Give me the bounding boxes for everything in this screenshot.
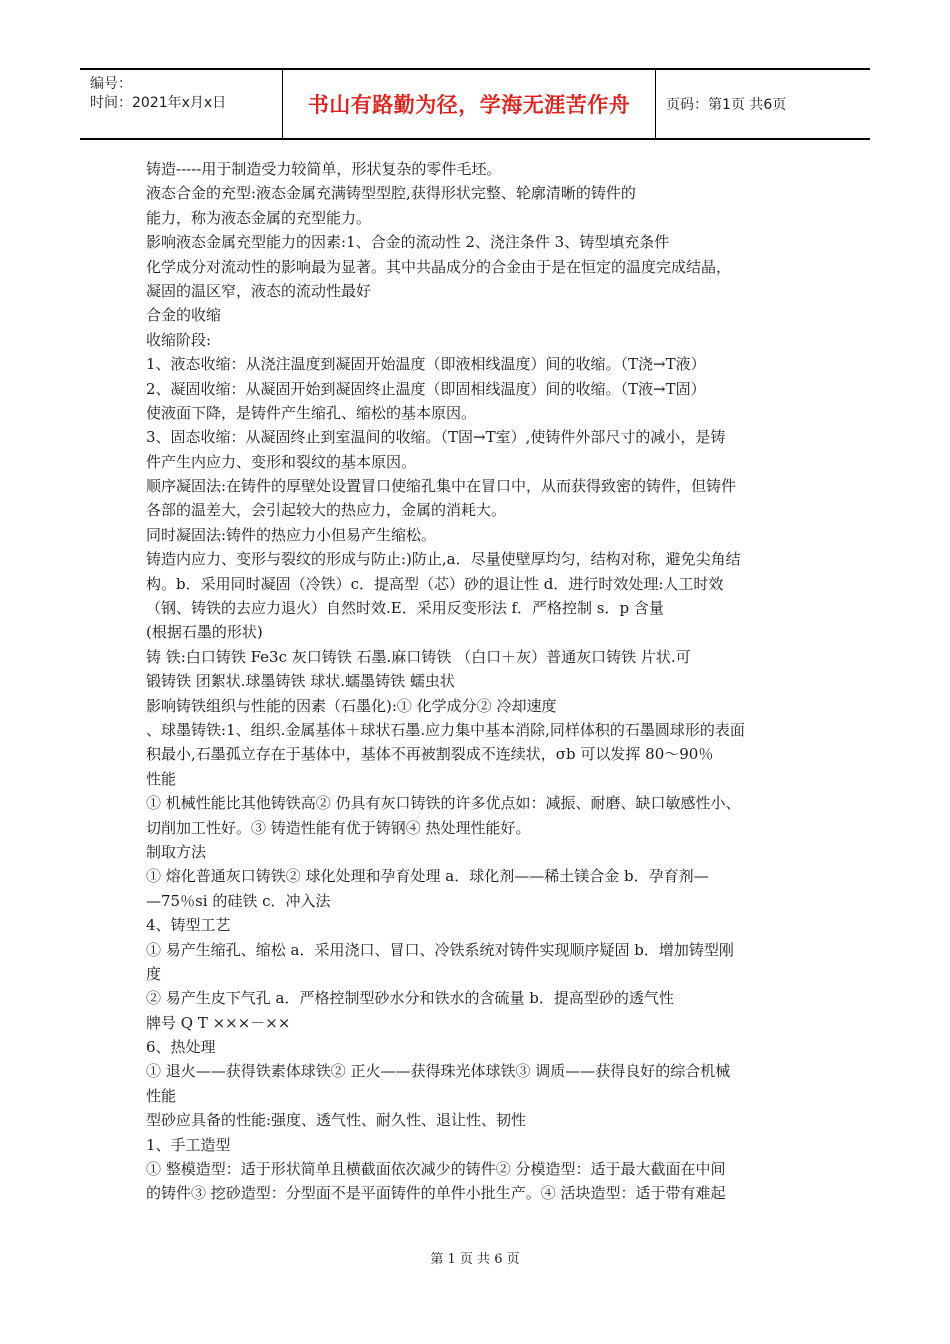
document-body [146, 157, 822, 1206]
text-line: ① 机械性能比其他铸铁高② 仍具有灰口铸铁的许多优点如：减振、耐磨、缺口敏感性小、 [146, 794, 741, 813]
text-line: 度 [146, 964, 162, 983]
text-line: 合金的收缩 [146, 306, 222, 325]
text-line: 铸造内应力、变形与裂纹的形成与防止:)防止,a．尽量使壁厚均匀，结构对称，避免尖角结 [146, 550, 741, 569]
page-header [80, 68, 870, 140]
time-label: 时间：2021年x月x日 [90, 95, 227, 111]
text-line: 、球墨铸铁:1、组织.金属基体＋球状石墨.应力集中基本消除,同样体积的石墨圆球形的表面 [146, 720, 745, 739]
text-line: 件产生内应力、变形和裂纹的基本原因。 [146, 452, 417, 471]
text-line: 1、手工造型 [146, 1135, 231, 1154]
text-line: ① 整模造型：适于形状简单且横截面依次减少的铸件② 分模造型：适于最大截面在中间 [146, 1160, 726, 1179]
text-line: 性能 [146, 769, 177, 788]
text-line: 构。b．采用同时凝固（冷铁）c．提高型（芯）砂的退让性 d．进行时效处理:人工时效 [146, 574, 724, 593]
text-line: 使液面下降，是铸件产生缩孔、缩松的基本原因。 [146, 403, 477, 422]
text-line: —75％si 的硅铁 c．冲入法 [146, 891, 331, 910]
text-line: 铸 铁:白口铸铁 Fe3c 灰口铸铁 石墨.麻口铸铁 （白口＋灰）普通灰口铸铁 片状.可 [146, 647, 691, 666]
text-line: 凝固的温区窄，液态的流动性最好 [146, 281, 372, 300]
text-line: ① 熔化普通灰口铸铁② 球化处理和孕育处理 a．球化剂——稀土镁合金 b．孕育剂— [146, 867, 709, 886]
text-line: 4、铸型工艺 [146, 916, 231, 935]
header-motto: 书山有路勤为径，学海无涯苦作舟 [282, 70, 656, 138]
text-line: ② 易产生皮下气孔 a．严格控制型砂水分和铁水的含硫量 b．提高型砂的透气性 [146, 989, 674, 1008]
text-line: 收缩阶段: [146, 330, 212, 349]
text-line: ① 易产生缩孔、缩松 a．采用浇口、冒口、冷铁系统对铸件实现顺序疑固 b．增加铸型刚 [146, 940, 734, 959]
text-line: 型砂应具备的性能:强度、透气性、耐久性、退让性、韧性 [146, 1111, 527, 1130]
text-line: 制取方法 [146, 842, 207, 861]
text-line: 性能 [146, 1086, 177, 1105]
text-line: 3、固态收缩：从凝固终止到室温间的收缩。（T固→T室）,使铸件外部尺寸的减小，是铸 [146, 428, 726, 447]
text-line: 1、液态收缩：从浇注温度到凝固开始温度（即液相线温度）间的收缩。（T浇→T液） [146, 355, 706, 374]
code-label: 编号： [90, 76, 132, 92]
text-line: 积最小,石墨孤立存在于基体中，基体不再被割裂成不连续状，σb 可以发挥 80～90％ [146, 745, 714, 764]
text-line: ① 退火——获得铁素体球铁② 正火——获得珠光体球铁③ 调质——获得良好的综合机械 [146, 1062, 731, 1081]
header-info [80, 70, 282, 138]
text-line: 能力，称为液态金属的充型能力。 [146, 208, 372, 227]
text-line: 化学成分对流动性的影响最为显著。其中共晶成分的合金由于是在恒定的温度完成结晶， [146, 257, 732, 276]
text-line: 锻铸铁 团絮状.球墨铸铁 球状.蠕墨铸铁 蠕虫状 [146, 672, 455, 691]
text-line: （钢、铸铁的去应力退火）自然时效.E．采用反变形法 f．严格控制 s．p 含量 [146, 599, 664, 618]
text-line: (根据石墨的形状) [146, 623, 263, 642]
text-line: 2、凝固收缩：从凝固开始到凝固终止温度（即固相线温度）间的收缩。（T液→T固） [146, 379, 706, 398]
text-line: 顺序凝固法:在铸件的厚壁处设置冒口使缩孔集中在冒口中，从而获得致密的铸件，但铸件 [146, 477, 737, 496]
text-line: 影响铸铁组织与性能的因素（石墨化):① 化学成分② 冷却速度 [146, 696, 557, 715]
text-line: 同时凝固法:铸件的热应力小但易产生缩松。 [146, 525, 437, 544]
text-line: 各部的温差大，会引起较大的热应力，金属的消耗大。 [146, 501, 507, 520]
header-page-info: 页码：第1页 共6页 [666, 97, 787, 113]
page-footer: 第 1 页 共 6 页 [430, 1252, 520, 1267]
text-line: 牌号 Q T ×××－×× [146, 1013, 291, 1032]
text-line: 的铸件③ 挖砂造型：分型面不是平面铸件的单件小批生产。④ 活块造型：适于带有难起 [146, 1184, 726, 1203]
text-line: 6、热处理 [146, 1038, 216, 1057]
text-line: 影响液态金属充型能力的因素:1、合金的流动性 2、浇注条件 3、铸型填充条件 [146, 233, 670, 252]
text-line: 切削加工性好。③ 铸造性能有优于铸钢④ 热处理性能好。 [146, 818, 531, 837]
text-line: 液态合金的充型:液态金属充满铸型型腔,获得形状完整、轮廓清晰的铸件的 [146, 184, 636, 203]
text-line: 铸造-----用于制造受力较简单，形状复杂的零件毛坯。 [146, 160, 502, 178]
